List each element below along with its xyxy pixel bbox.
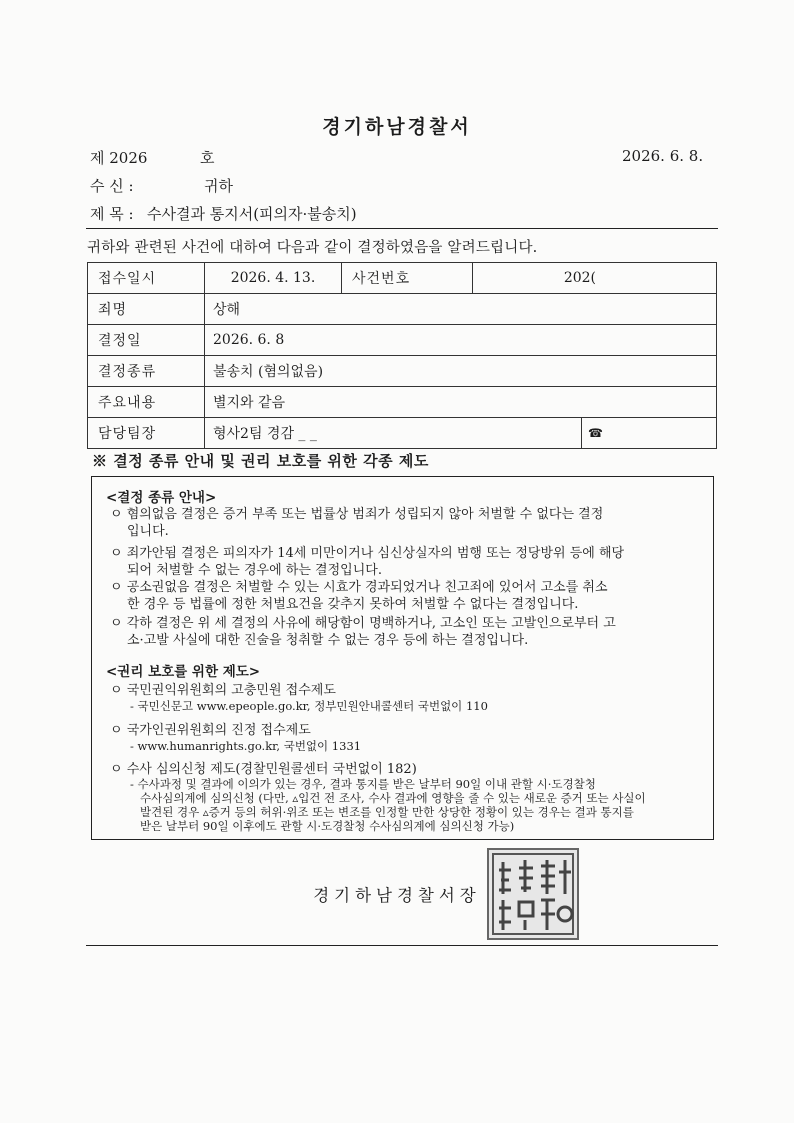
phone-cell [582,418,717,449]
rights-item-detail-cont: 받은 날부터 90일 이후에도 관할 시·도경찰청 수사심의계에 심의신청 가능) [140,819,515,833]
case-number-value: 202( [473,263,717,294]
charge-label: 죄명 [88,294,205,325]
decision-date-label: 결정일 [88,325,205,356]
list-item-line: ㅇ 혐의없음 결정은 증거 부족 또는 법률상 범죄가 성립되지 않아 처벌할 수 없다는 결정 [110,507,604,522]
main-content-value: 별지와 같음 [205,387,717,418]
rights-item-detail: - www.humanrights.go.kr, 국번없이 1331 [130,739,362,753]
table-row [88,263,717,294]
list-item [110,506,705,540]
case-number-label: 사건번호 [342,263,473,294]
recipient-value: 귀하 [204,177,233,195]
receipt-date-label: 접수일시 [88,263,205,294]
list-item-line: 한 경우 등 법률에 정한 처벌요건을 갖추지 못하여 처벌할 수 없다는 결정입니다. [127,597,579,612]
table-row [88,325,717,356]
list-item-line: ㅇ 각하 결정은 위 세 결정의 사유에 해당함이 명백하거나, 고소인 또는 고발인으로부터 고 [110,616,616,631]
info-table [87,262,717,449]
list-item [110,579,705,613]
list-item [110,615,705,649]
table-row [88,294,717,325]
subject-label: 제 목 : [90,205,134,223]
rights-item-detail-cont: 수사심의계에 심의신청 (다만, ▵입건 전 조사, 수사 결과에 영향을 줄 수 있는 새로운 증거 또는 사실이 [140,791,646,805]
rights-item-detail: - 국민신문고 www.epeople.go.kr, 정부민원안내콜센터 국번없이 110 [130,699,488,713]
rights-item-detail: - 수사과정 및 결과에 이의가 있는 경우, 결과 통지를 받은 날부터 90일 이내 관할 시·도경찰청 [130,777,596,791]
header-divider [86,228,718,229]
table-row [88,387,717,418]
footer-divider [86,945,718,946]
decision-type-value: 불송치 (혐의없음) [205,356,717,387]
list-item-line: 소·고발 사실에 대한 진술을 청취할 수 없는 경우 등에 하는 결정입니다. [127,633,529,648]
doc-number-suffix: 호 [200,149,215,167]
decision-type-label: 결정종류 [88,356,205,387]
subject-value: 수사결과 통지서(피의자·불송치) [147,205,357,223]
officer-label: 담당팀장 [88,418,205,449]
doc-number-prefix: 제 2026 [90,149,148,167]
list-item-line: 입니다. [127,524,169,539]
decision-date-value: 2026. 6. 8 [205,325,717,356]
intro-text: 귀하와 관련된 사건에 대하여 다음과 같이 결정하였음을 알려드립니다. [87,240,538,256]
officer-value: 형사2팀 경감 _ _ [205,418,582,449]
receipt-date-value: 2026. 4. 13. [205,263,342,294]
decision-types-heading: <결정 종류 안내> [106,490,217,506]
charge-value: 상해 [205,294,717,325]
section-title: ※ 결정 종류 안내 및 권리 보호를 위한 각종 제도 [92,452,429,470]
document-title: 경기하남경찰서 [322,116,472,138]
rights-item-title: ㅇ 국가인권위원회의 진정 접수제도 [110,723,311,738]
telephone-icon: ☎ [588,426,603,440]
list-item-line: ㅇ 죄가안됨 결정은 피의자가 14세 미만이거나 심신상실자의 범행 또는 정당방위 등에 해당 [110,546,625,561]
main-content-label: 주요내용 [88,387,205,418]
list-item-line: 되어 처벌할 수 없는 경우에 하는 결정입니다. [127,563,382,578]
rights-item-title: ㅇ 수사 심의신청 제도(경찰민원콜센터 국번없이 182) [110,762,417,777]
rights-item-title: ㅇ 국민권익위원회의 고충민원 접수제도 [110,683,336,698]
rights-heading: <권리 보호를 위한 제도> [106,664,261,680]
table-row [88,418,717,449]
rights-item-detail-cont: 발견된 경우 ▵증거 등의 허위·위조 또는 변조를 인정할 만한 상당한 정황이 있는 경우는 결과 통지를 [140,805,634,819]
document-date: 2026. 6. 8. [622,147,704,165]
recipient-label: 수 신 : [90,177,134,195]
table-row [88,356,717,387]
signature-line: 경기하남경찰서장 [313,886,481,905]
list-item [110,545,705,579]
list-item-line: ㅇ 공소권없음 결정은 처벌할 수 있는 시효가 경과되었거나 친고죄에 있어서 고소를 취소 [110,580,608,595]
